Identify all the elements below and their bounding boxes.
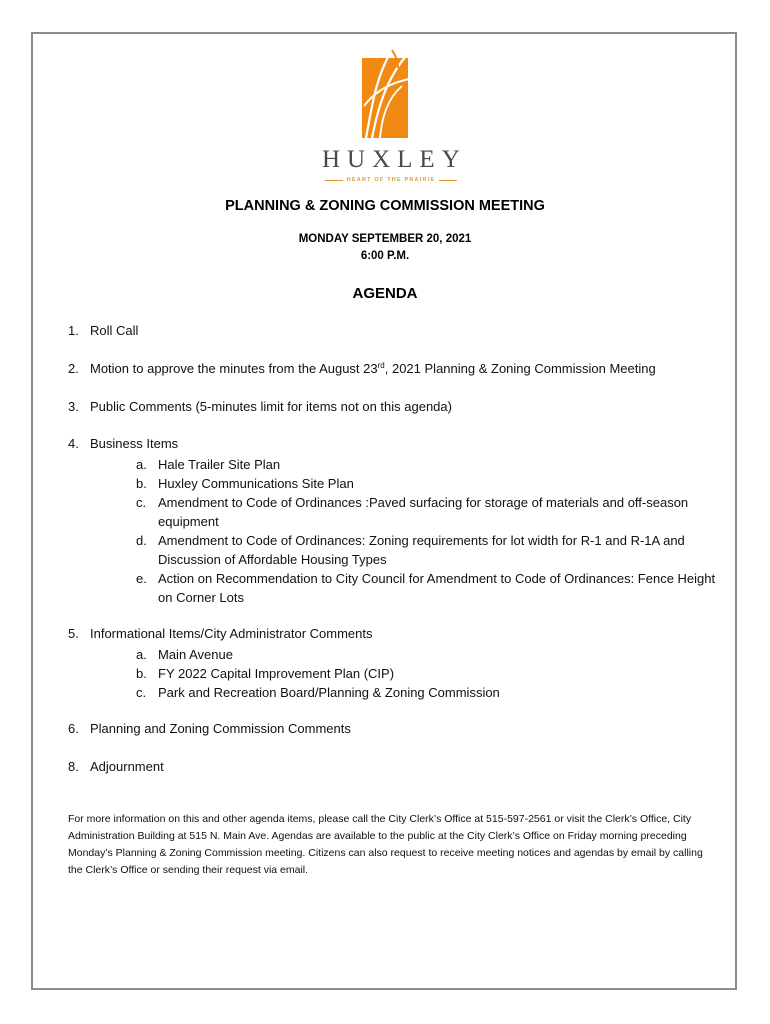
sub-text: Action on Recommendation to City Council for Amendment to Code of Ordinances: Fence Height on Corner Lots: [158, 571, 716, 605]
sub-item: [136, 531, 726, 569]
item-number: 6.: [68, 721, 79, 736]
logo-wordmark: HUXLEY: [322, 146, 467, 173]
item-superscript: rd: [377, 361, 385, 370]
item-text-cont: , 2021 Planning & Zoning Commission Meeting: [384, 361, 656, 376]
sub-item: [136, 474, 726, 493]
item-text: Planning and Zoning Commission Comments: [90, 721, 351, 736]
agenda-item-commission-comments: [68, 721, 351, 736]
footer-note: For more information on this and other agenda items, please call the City Clerk’s Office at 515-597-2561 or visit the Clerk’s Office, City Administration Building at 515 N. Main Ave. Agendas are available to the public at the City Clerk’s Office on Friday morning preceding Monday’s Planning & Zoning Commission meeting. Citizens can also request to receive meeting notices and agendas by email by calling the Clerk’s Office or sending their request via email.: [68, 813, 703, 876]
sub-item: [136, 645, 726, 664]
item-number: 3.: [68, 399, 79, 414]
item-number: 5.: [68, 626, 79, 641]
sub-text: Amendment to Code of Ordinances: Zoning requirements for lot width for R-1 and R-1A and Discussion of Affordable Housing Types: [158, 533, 685, 567]
sub-item: [136, 683, 726, 702]
agenda-item-adjournment: [68, 759, 164, 774]
sub-letter: a.: [136, 647, 147, 662]
item-number: 1.: [68, 323, 79, 338]
item-text: Public Comments (5-minutes limit for items not on this agenda): [90, 399, 452, 414]
sub-letter: c.: [136, 685, 147, 700]
huxley-logo: [318, 46, 467, 186]
agenda-item-minutes: [68, 361, 656, 376]
tagline-rule-right: [439, 180, 457, 181]
sub-text: Amendment to Code of Ordinances :Paved surfacing for storage of materials and off-season equipment: [158, 495, 689, 529]
sub-item: [136, 569, 726, 607]
sub-letter: c.: [136, 495, 147, 510]
item-text: Informational Items/City Administrator Comments: [90, 626, 373, 641]
tagline-rule-left: [325, 180, 343, 181]
sub-letter: b.: [136, 476, 147, 491]
meeting-title: PLANNING & ZONING COMMISSION MEETING: [225, 198, 545, 214]
sub-letter: e.: [136, 571, 147, 586]
sub-letter: b.: [136, 666, 147, 681]
meeting-date: MONDAY SEPTEMBER 20, 2021: [298, 233, 472, 245]
agenda-item-informational: [68, 626, 372, 641]
grass-logo-icon: [362, 46, 414, 138]
agenda-item-roll-call: [68, 323, 138, 338]
sub-text: Main Avenue: [158, 647, 233, 662]
sub-text: FY 2022 Capital Improvement Plan (CIP): [158, 666, 395, 681]
sub-text: Park and Recreation Board/Planning & Zoning Commission: [158, 685, 500, 700]
sub-text: Hale Trailer Site Plan: [158, 457, 281, 472]
item-number: 2.: [68, 361, 79, 376]
item-text: Roll Call: [90, 323, 139, 338]
sub-text: Huxley Communications Site Plan: [158, 476, 354, 491]
logo-tagline: HEART OF THE PRAIRIE: [346, 177, 436, 183]
sub-item: [136, 455, 726, 474]
sub-item: [136, 493, 726, 531]
agenda-item-public-comments: [68, 399, 452, 414]
agenda-heading: AGENDA: [352, 285, 418, 302]
sub-letter: a.: [136, 457, 147, 472]
item-text: Motion to approve the minutes from the August 23: [90, 361, 378, 376]
sub-letter: d.: [136, 533, 147, 548]
item-text: Business Items: [90, 436, 179, 451]
item-text: Adjournment: [90, 759, 164, 774]
item-number: 4.: [68, 436, 79, 451]
meeting-time: 6:00 P.M.: [360, 250, 410, 262]
logo-tagline-row: [318, 174, 464, 186]
sub-item: [136, 664, 726, 683]
agenda-item-business: [68, 436, 178, 451]
item-number: 8.: [68, 759, 79, 774]
